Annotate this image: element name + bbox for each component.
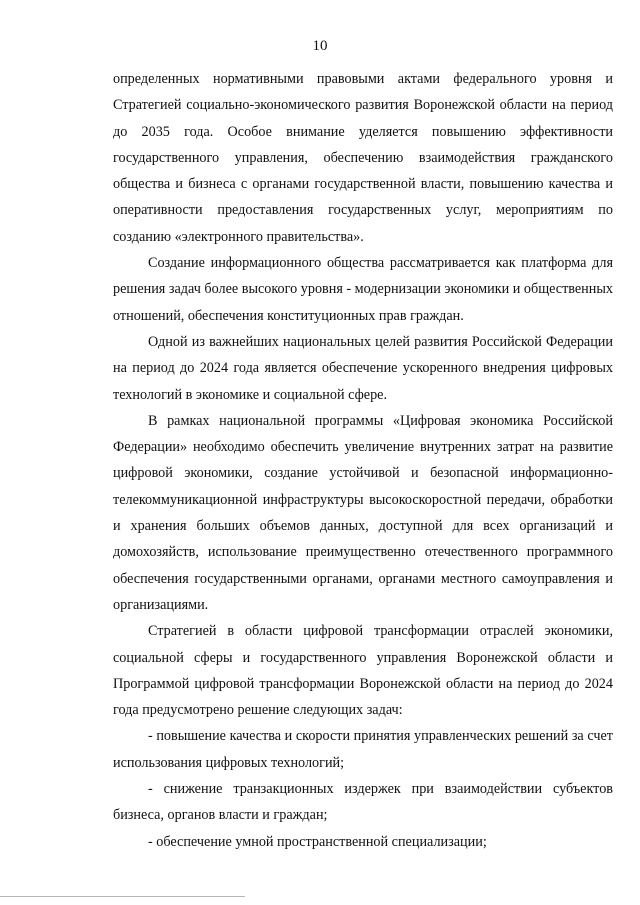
task-list-item-3: - обеспечение умной пространственной специализации; (148, 833, 487, 850)
document-body (113, 66, 613, 855)
paragraph-3: Одной из важнейших национальных целей развития Российской Федерации на период до 2024 года является обеспечение ускоренного внедрения цифровых технологий в экономике и социальной сфере. (113, 333, 613, 403)
task-list-item-1: - повышение качества и скорости принятия управленческих решений за счет использования цифровых технологий; (113, 728, 613, 771)
paragraph-4: В рамках национальной программы «Цифровая экономика Российской Федерации» необходимо обеспечить увеличение внутренних затрат на развитие цифровой экономики, создание устойчивой и безопасной информационно-телекоммуникационной инфраструктуры высокоскоростной передачи, обработки и хранения больших объемов данных, доступной для всех организаций и домохозяйств, использование преимущественно отечественного программного обеспечения государственными органами, органами местного самоуправления и организациями. (113, 412, 613, 613)
page-number: 10 (312, 38, 328, 54)
footer-rule (0, 896, 245, 897)
paragraph-5: Стратегией в области цифровой трансформации отраслей экономики, социальной сферы и государственного управления Воронежской области и Программой цифровой трансформации Воронежской области на период до 2024 года предусмотрено решение следующих задач: (113, 623, 613, 719)
paragraph-2: Создание информационного общества рассматривается как платформа для решения задач более высокого уровня - модернизации экономики и общественных отношений, обеспечения конституционных прав граждан. (113, 255, 613, 324)
paragraph-1: определенных нормативными правовыми актами федерального уровня и Стратегией социально-экономического развития Воронежской области на период до 2035 года. Особое внимание уделяется повышению эффективности государственного управления, обеспечению взаимодействия гражданского общества и бизнеса с органами государственной власти, повышению качества и оперативности предоставления государственных услуг, мероприятиям по созданию «электронного правительства». (113, 71, 613, 245)
task-list-item-2: - снижение транзакционных издержек при взаимодействии субъектов бизнеса, органов власти и граждан; (113, 781, 613, 824)
